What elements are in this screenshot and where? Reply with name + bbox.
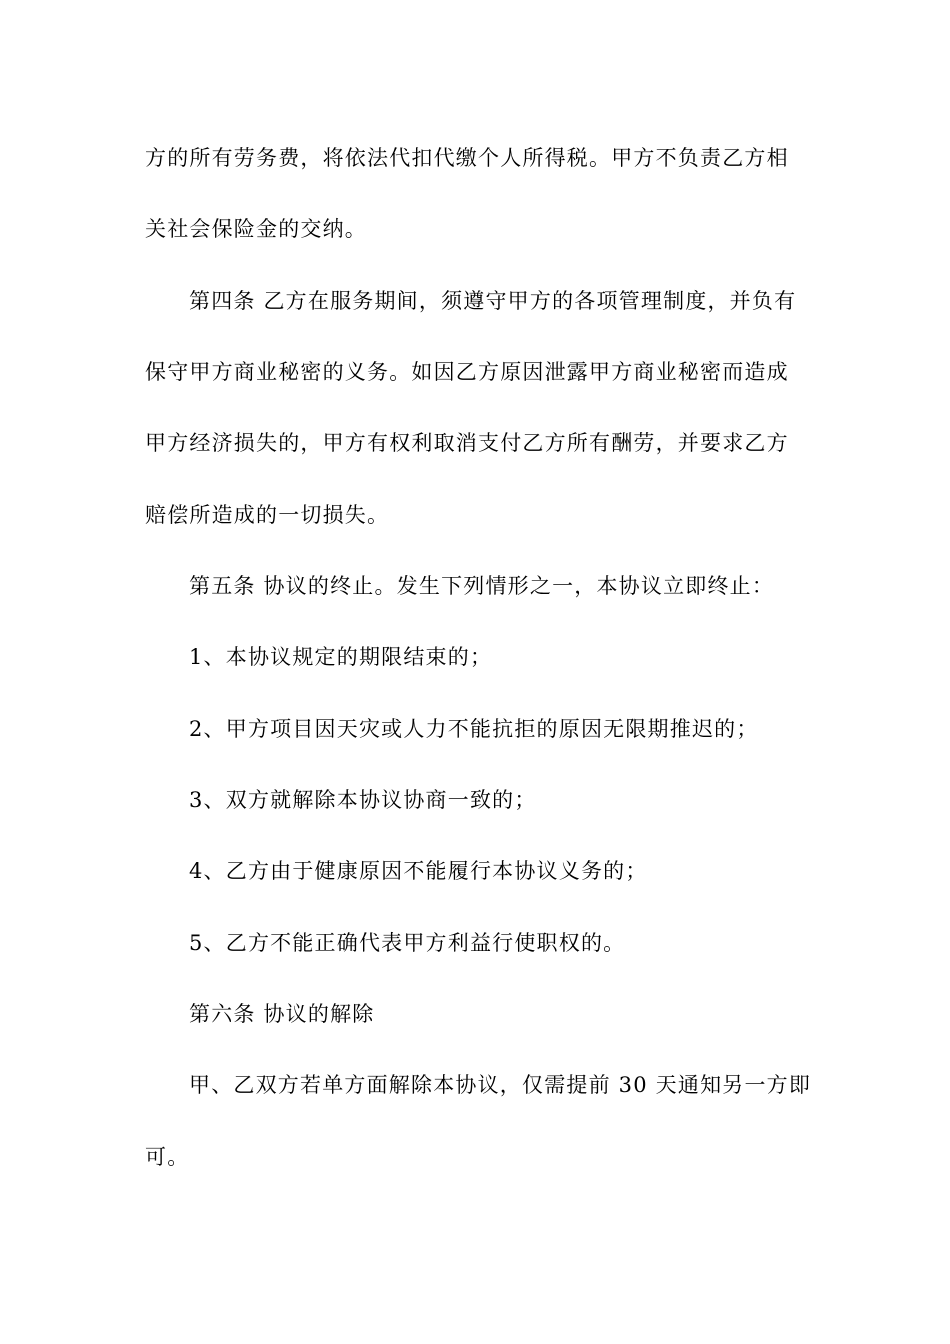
- list-item: 3、双方就解除本协议协商一致的；: [189, 788, 537, 812]
- list-item: 5、乙方不能正确代表甲方利益行使职权的。: [189, 931, 626, 955]
- paragraph-line: 保守甲方商业秘密的义务。如因乙方原因泄露甲方商业秘密而造成: [145, 360, 789, 384]
- list-item: 1、本协议规定的期限结束的；: [189, 645, 493, 669]
- paragraph-line: 赔偿所造成的一切损失。: [145, 503, 390, 527]
- article-5-heading-line: 第五条 协议的终止。发生下列情形之一，本协议立即终止：: [189, 574, 775, 598]
- paragraph-line: 关社会保险金的交纳。: [145, 217, 367, 241]
- paragraph-line: 甲方经济损失的，甲方有权利取消支付乙方所有酬劳，并要求乙方: [145, 431, 789, 455]
- list-item: 2、甲方项目因天灾或人力不能抗拒的原因无限期推迟的；: [189, 717, 759, 741]
- article-4-heading-line: 第四条 乙方在服务期间，须遵守甲方的各项管理制度，并负有: [189, 289, 797, 313]
- paragraph-line: 可。: [145, 1145, 190, 1169]
- paragraph-line: 甲、乙双方若单方面解除本协议，仅需提前 30 天通知另一方即: [189, 1073, 812, 1097]
- paragraph-line: 方的所有劳务费，将依法代扣代缴个人所得税。甲方不负责乙方相: [145, 146, 789, 170]
- list-item: 4、乙方由于健康原因不能履行本协议义务的；: [189, 859, 648, 883]
- article-6-heading-line: 第六条 协议的解除: [189, 1002, 375, 1026]
